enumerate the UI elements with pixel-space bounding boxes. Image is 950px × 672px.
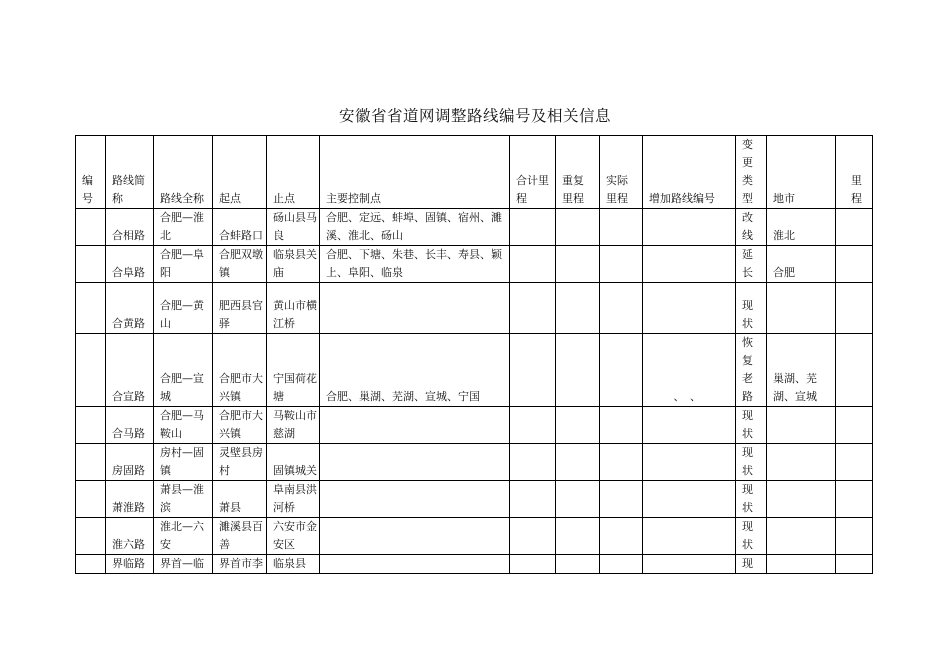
cell-controls — [320, 481, 510, 518]
header-no: 编号 — [76, 136, 106, 209]
cell-short-name: 合宣路 — [106, 334, 154, 407]
cell-added-no — [643, 555, 736, 574]
table-row — [76, 283, 873, 334]
cell-change-type: 改线 — [736, 209, 767, 246]
header-added-no: 增加路线编号 — [643, 136, 736, 209]
cell-dup-km — [556, 444, 600, 481]
cell-city: 合肥 — [767, 246, 836, 283]
cell-dup-km — [556, 481, 600, 518]
table-row — [76, 481, 873, 518]
cell-dup-km — [556, 334, 600, 407]
cell-city: 淮北 — [767, 209, 836, 246]
cell-mileage — [836, 555, 873, 574]
cell-total-km — [510, 334, 556, 407]
cell-total-km — [510, 481, 556, 518]
cell-short-name: 合马路 — [106, 407, 154, 444]
cell-mileage — [836, 481, 873, 518]
table-row — [76, 518, 873, 555]
cell-short-name: 淮六路 — [106, 518, 154, 555]
cell-short-name: 房固路 — [106, 444, 154, 481]
cell-actual-km — [600, 407, 643, 444]
cell-change-type: 现状 — [736, 283, 767, 334]
table-row — [76, 334, 873, 407]
cell-city — [767, 555, 836, 574]
cell-full-name: 合肥—阜阳 — [154, 246, 213, 283]
cell-end: 黄山市横江桥 — [267, 283, 320, 334]
header-short-name: 路线简称 — [106, 136, 154, 209]
cell-full-name: 合肥—淮北 — [154, 209, 213, 246]
cell-end: 砀山县马良 — [267, 209, 320, 246]
cell-controls: 合肥、定远、蚌埠、固镇、宿州、濉溪、淮北、砀山 — [320, 209, 510, 246]
header-start: 起点 — [213, 136, 267, 209]
cell-full-name: 萧县—淮滨 — [154, 481, 213, 518]
cell-city: 巢湖、芜湖、宣城 — [767, 334, 836, 407]
cell-actual-km — [600, 283, 643, 334]
cell-end: 马鞍山市慈湖 — [267, 407, 320, 444]
cell-start: 灵壁县房村 — [213, 444, 267, 481]
header-total-km: 合计里程 — [510, 136, 556, 209]
cell-full-name: 合肥—黄山 — [154, 283, 213, 334]
cell-end: 固镇城关 — [267, 444, 320, 481]
cell-total-km — [510, 518, 556, 555]
cell-added-no — [643, 246, 736, 283]
cell-total-km — [510, 555, 556, 574]
cell-full-name: 界首—临 — [154, 555, 213, 574]
cell-end: 宁国荷花塘 — [267, 334, 320, 407]
table-row — [76, 555, 873, 574]
cell-dup-km — [556, 283, 600, 334]
cell-start: 合蚌路口 — [213, 209, 267, 246]
cell-controls: 合肥、下塘、朱巷、长丰、寿县、颖上、阜阳、临泉 — [320, 246, 510, 283]
cell-full-name: 合肥—马鞍山 — [154, 407, 213, 444]
cell-short-name: 合相路 — [106, 209, 154, 246]
cell-end: 临泉县关庙 — [267, 246, 320, 283]
cell-actual-km — [600, 481, 643, 518]
cell-change-type: 现状 — [736, 481, 767, 518]
cell-added-no — [643, 518, 736, 555]
header-dup-km: 重复里程 — [556, 136, 600, 209]
cell-no — [76, 334, 106, 407]
cell-added-no: 、 、 — [643, 334, 736, 407]
cell-short-name: 合阜路 — [106, 246, 154, 283]
cell-actual-km — [600, 209, 643, 246]
cell-controls — [320, 407, 510, 444]
cell-end: 临泉县 — [267, 555, 320, 574]
cell-no — [76, 481, 106, 518]
cell-controls — [320, 444, 510, 481]
table-row — [76, 444, 873, 481]
header-actual-km: 实际里程 — [600, 136, 643, 209]
cell-start: 合肥双墩镇 — [213, 246, 267, 283]
header-end: 止点 — [267, 136, 320, 209]
header-full-name: 路线全称 — [154, 136, 213, 209]
cell-mileage — [836, 246, 873, 283]
cell-full-name: 房村—固镇 — [154, 444, 213, 481]
cell-short-name: 合黄路 — [106, 283, 154, 334]
cell-city — [767, 481, 836, 518]
header-change-type: 变更类型 — [736, 136, 767, 209]
cell-actual-km — [600, 334, 643, 407]
cell-no — [76, 555, 106, 574]
cell-no — [76, 407, 106, 444]
cell-change-type: 现状 — [736, 407, 767, 444]
cell-total-km — [510, 407, 556, 444]
header-mileage: 里程 — [836, 136, 873, 209]
cell-dup-km — [556, 209, 600, 246]
cell-controls — [320, 283, 510, 334]
cell-full-name: 合肥—宣城 — [154, 334, 213, 407]
cell-start: 濉溪县百善 — [213, 518, 267, 555]
cell-total-km — [510, 209, 556, 246]
table-row — [76, 209, 873, 246]
cell-start: 界首市李 — [213, 555, 267, 574]
cell-added-no — [643, 209, 736, 246]
cell-short-name: 萧淮路 — [106, 481, 154, 518]
cell-total-km — [510, 444, 556, 481]
cell-short-name: 界临路 — [106, 555, 154, 574]
cell-city — [767, 407, 836, 444]
cell-mileage — [836, 444, 873, 481]
cell-mileage — [836, 209, 873, 246]
cell-total-km — [510, 283, 556, 334]
cell-actual-km — [600, 518, 643, 555]
cell-added-no — [643, 407, 736, 444]
document-title: 安徽省省道网调整路线编号及相关信息 — [338, 107, 611, 125]
cell-city — [767, 444, 836, 481]
cell-start: 合肥市大兴镇 — [213, 407, 267, 444]
cell-change-type: 现 — [736, 555, 767, 574]
cell-change-type: 现状 — [736, 518, 767, 555]
cell-change-type: 延长 — [736, 246, 767, 283]
road-info-table — [75, 135, 873, 574]
cell-added-no — [643, 283, 736, 334]
cell-controls: 合肥、巢湖、芜湖、宣城、宁国 — [320, 334, 510, 407]
cell-added-no — [643, 481, 736, 518]
cell-mileage — [836, 407, 873, 444]
cell-change-type: 恢复老路 — [736, 334, 767, 407]
table-row — [76, 246, 873, 283]
cell-city — [767, 283, 836, 334]
cell-mileage — [836, 283, 873, 334]
cell-dup-km — [556, 555, 600, 574]
cell-added-no — [643, 444, 736, 481]
cell-controls — [320, 518, 510, 555]
cell-mileage — [836, 518, 873, 555]
cell-mileage — [836, 334, 873, 407]
header-row — [76, 136, 873, 209]
cell-actual-km — [600, 555, 643, 574]
cell-no — [76, 246, 106, 283]
cell-full-name: 淮北—六安 — [154, 518, 213, 555]
cell-actual-km — [600, 246, 643, 283]
cell-end: 六安市金安区 — [267, 518, 320, 555]
cell-no — [76, 518, 106, 555]
cell-no — [76, 444, 106, 481]
header-controls: 主要控制点 — [320, 136, 510, 209]
cell-controls — [320, 555, 510, 574]
cell-actual-km — [600, 444, 643, 481]
cell-end: 阜南县洪河桥 — [267, 481, 320, 518]
cell-city — [767, 518, 836, 555]
cell-change-type: 现状 — [736, 444, 767, 481]
cell-dup-km — [556, 246, 600, 283]
table-row — [76, 407, 873, 444]
cell-no — [76, 209, 106, 246]
cell-dup-km — [556, 407, 600, 444]
cell-no — [76, 283, 106, 334]
cell-start: 肥西县官驿 — [213, 283, 267, 334]
cell-start: 合肥市大兴镇 — [213, 334, 267, 407]
header-city: 地市 — [767, 136, 836, 209]
cell-start: 萧县 — [213, 481, 267, 518]
cell-dup-km — [556, 518, 600, 555]
cell-total-km — [510, 246, 556, 283]
